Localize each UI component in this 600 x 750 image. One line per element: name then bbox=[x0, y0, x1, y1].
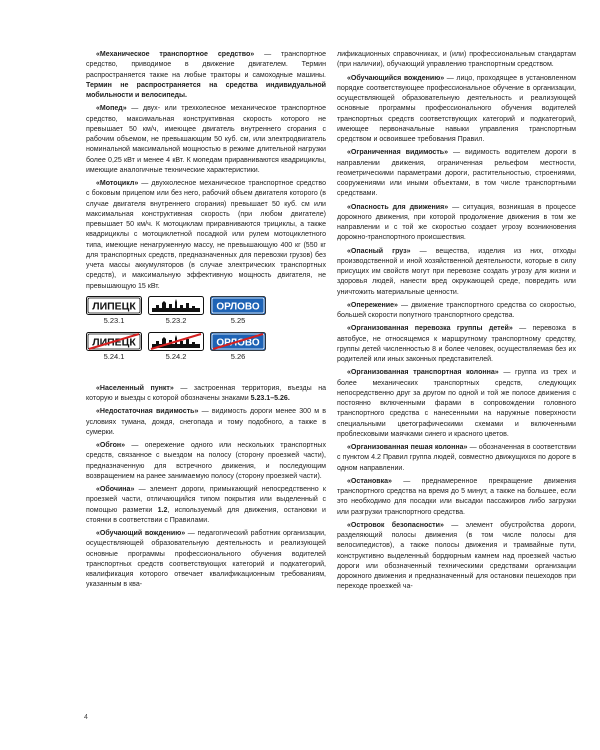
definition-text: — элемент дороги, примыкающий непосредственно к проезжей части, отличающийся типом покрытия или выделенный с помощью разметки bbox=[86, 486, 326, 514]
right-column bbox=[337, 50, 576, 596]
definition-text: — транспортное средство, приводимое в движение двигателем. Термин распространяется также на любые тракторы и самоходные машины. bbox=[86, 51, 326, 79]
definition-text-2: , используемый для движения, остановки и стоянки в соответствии с Правилами. bbox=[86, 506, 326, 524]
definition-shoulder bbox=[86, 485, 326, 526]
definition-text: — педагогический работник организации, осуществляющей образовательную деятельность и реализующей основные программы профессионального обучения водителей транспортных средств соответствующих категорий и подкатегорий, квалификация которого отвечает квалификационным требованиям, указанным в ква- bbox=[86, 530, 326, 589]
definition-text: — опережение одного или нескольких транспортных средств, связанное с выездом на полосу (сторону проезжей части), предназначенную для встречного движения, и последующим возвращением на ранее занимаемую полосу (сторону проезжей части). bbox=[86, 442, 326, 480]
term: «Опасный груз» bbox=[347, 247, 411, 255]
definition-text: — группа из трех и более механических транспортных средств, следующих непосредственно друг за другом по одной и той же полосе движения с постоянно включенными фарами в сопровождении головного транспортного средства с нанесенными на наружные поверхности специальными цветографическими схемами и включенными проблесковыми маячками синего и красного цветов. bbox=[337, 369, 576, 438]
definition-dangerous-cargo bbox=[337, 247, 576, 298]
sign-caption: 5.24.2 bbox=[165, 351, 187, 361]
term: «Мотоцикл» bbox=[96, 180, 139, 187]
term: «Опережение» bbox=[347, 301, 398, 309]
definition-passing bbox=[337, 301, 576, 322]
definition-insufficient-visibility bbox=[86, 407, 326, 438]
term: «Обгон» bbox=[96, 442, 126, 449]
sign-text: ЛИПЕЦК bbox=[92, 300, 136, 313]
definition-text: — лицо, проходящее в установленном порядке соответствующее профессиональное обучение в организации, осуществляющей образовательную деятельность и реализующей основные программы профессионального обучения водителей транспортных средств соответствующих категорий и подкатегорий, имеющее первоначальные навыки управления транспортным средством и освоившее требования Правил. bbox=[337, 74, 576, 143]
sign-caption: 5.24.1 bbox=[103, 351, 125, 361]
term: «Недостаточная видимость» bbox=[96, 408, 199, 416]
sign-text: ОРЛОВО bbox=[216, 301, 260, 313]
sign-text: ЛИПЕЦК bbox=[92, 336, 136, 349]
definition-continuation bbox=[337, 50, 576, 71]
sign-5-24-2 bbox=[148, 332, 204, 351]
definition-text: — видимость водителем дороги в направлении движения, ограниченная рельефом местности, геометрическими параметрами дороги, растительностью, строениями, сооружениями или иными объектами, в том числе транспортными средствами. bbox=[337, 149, 576, 198]
definition-text: — преднамеренное прекращение движения транспортного средства на время до 5 минут, а также на большее, если это необходимо для посадки или высадки пассажиров либо загрузки или разгрузки транспортного средства. bbox=[337, 477, 576, 516]
sign-caption: 5.23.1 bbox=[103, 315, 125, 325]
definition-bold-tail: 5.23.1–5.26. bbox=[250, 395, 290, 402]
road-signs-figure bbox=[86, 296, 326, 376]
definition-stop bbox=[337, 477, 576, 518]
definition-text: — двух- или трехколесное механическое транспортное средство, максимальная конструктивная скорость которого не превышает 50 км/ч, имеющее двигатель внутреннего сгорания с рабочим объемом, не превышающим 50 куб. см, или электродвигатель номинальной максимальной мощностью в режиме длительной нагрузки более 0,25 кВт и менее 4 кВт. К мопедам приравниваются квадрициклы, имеющие аналогичные технические характеристики. bbox=[86, 105, 326, 174]
term: «Остановка» bbox=[347, 477, 392, 485]
term: «Ограниченная видимость» bbox=[347, 149, 449, 157]
definition-text: — застроенная территория, въезды на которую и выезды с которой обозначены знаками bbox=[86, 384, 327, 402]
term: «Механическое транспортное средство» bbox=[96, 51, 255, 58]
definition-settlement bbox=[86, 384, 326, 405]
definition-text: — ситуация, возникшая в процессе дорожного движения, при которой продолжение движения в том же направлении и с той же скоростью создает угрозу возникновения дорожно-транспортного происшествия. bbox=[337, 203, 576, 242]
definition-overtaking bbox=[86, 441, 326, 482]
term: «Опасность для движения» bbox=[347, 203, 449, 211]
definition-text: — двухколесное механическое транспортное средство с боковым прицепом или без него, рабочий объем двигателя которого (в случае двигателя внутреннего сгорания) превышает 50 куб. см или максимальная конструктивная скорость (при любом двигателе) превышает 50 км/ч. К мотоциклам приравниваются трициклы, а также квадрициклы с мотоциклетной посадкой или рулем мотоциклетного типа, имеющие ненагруженную массу, не превышающую 400 кг (550 кг для транспортных средств, предназначенных для перевозки грузов) без учета массы аккумуляторов (в случае электрических транспортных средств), и максимальную эффективную мощность двигателя, не превышающую 15 кВт. bbox=[86, 180, 326, 290]
term: «Организованная транспортная колонна» bbox=[347, 369, 499, 377]
definition-safety-island bbox=[337, 521, 576, 593]
sign-text: ОРЛОВО bbox=[216, 337, 260, 349]
sign-5-23-1 bbox=[86, 296, 142, 315]
sign-caption: 5.26 bbox=[230, 351, 246, 361]
definition-vehicle-convoy bbox=[337, 368, 576, 440]
definition-text: — видимость дороги менее 300 м в условиях тумана, дождя, снегопада и тому подобного, а также в сумерки. bbox=[86, 408, 326, 436]
definition-text: — вещества, изделия из них, отходы производственной и иной хозяйственной деятельности, которые в силу присущих им свойств могут при перевозке создать угрозу для жизни и здоровья людей, нанести вред окружающей среде, повредить или уничтожить материальные ценности. bbox=[337, 247, 576, 296]
sign-5-26 bbox=[210, 332, 266, 351]
sign-5-23-2 bbox=[148, 296, 204, 315]
definition-pedestrian-column bbox=[337, 443, 576, 474]
definition-driving-student bbox=[337, 74, 576, 146]
definition-bold-tail: Термин не распространяется на средства индивидуальной мобильности и велосипеды. bbox=[86, 81, 326, 99]
term: «Обочина» bbox=[96, 486, 135, 493]
definition-text: — обозначенная в соответствии с пунктом 4.2 Правил группа людей, совместно движущихся по дороге в одном направлении. bbox=[337, 444, 576, 472]
left-column bbox=[86, 50, 326, 594]
sign-5-24-1 bbox=[86, 332, 142, 351]
definition-moped bbox=[86, 104, 326, 176]
definition-mechanical-vehicle bbox=[86, 50, 326, 101]
term: «Организованная пешая колонна» bbox=[347, 444, 468, 451]
sign-caption: 5.23.2 bbox=[165, 315, 187, 325]
sign-5-25 bbox=[210, 296, 266, 315]
term: «Населенный пункт» bbox=[96, 384, 174, 392]
definition-text: — элемент обустройства дороги, разделяющий полосы движения (в том числе полосы для велосипедистов), а также полосы движения и трамвайные пути, конструктивно выделенный бордюрным камнем над проезжей частью дороги или обозначенный техническими средствами организации дорожного движения и предназначенный для остановки пешеходов при переходе проезжей ча- bbox=[337, 521, 577, 591]
definition-text: лификационных справочниках, и (или) профессиональным стандартам (при наличии), обучающий управлению транспортным средством. bbox=[337, 51, 576, 69]
definition-motorcycle bbox=[86, 179, 326, 292]
term: «Обучающий вождению» bbox=[96, 530, 186, 537]
term: «Островок безопасности» bbox=[347, 521, 444, 529]
definition-text: — движение транспортного средства со скоростью, большей скорости попутного транспортного средства. bbox=[337, 301, 576, 319]
term: «Организованная перевозка группы детей» bbox=[347, 325, 513, 333]
term: «Мопед» bbox=[96, 105, 127, 113]
term: «Обучающийся вождению» bbox=[347, 74, 445, 82]
definition-traffic-danger bbox=[337, 203, 576, 244]
sign-caption: 5.25 bbox=[230, 315, 246, 325]
definition-driving-instructor bbox=[86, 529, 326, 591]
definition-limited-visibility bbox=[337, 148, 576, 199]
definition-text: — перевозка в автобусе, не относящемся к маршрутному транспортному средству, группы детей численностью 8 и более человек, осуществляемая без их родителей или иных законных представителей. bbox=[337, 325, 576, 363]
page-number: 4 bbox=[84, 714, 88, 721]
definition-bold-mid: 1.2 bbox=[157, 506, 168, 514]
definition-children-transport bbox=[337, 324, 576, 365]
